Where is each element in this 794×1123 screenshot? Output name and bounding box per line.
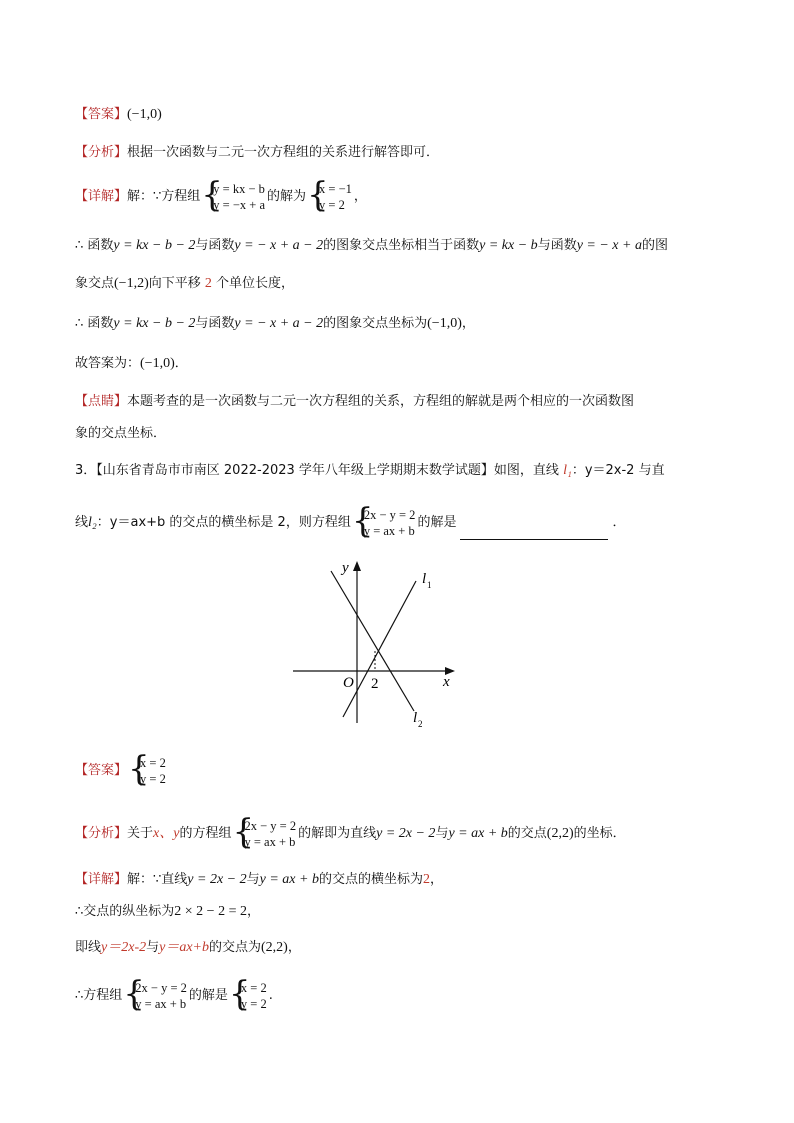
q3-detail-line-2: ∴交点的纵坐标为2 × 2 − 2 = 2，: [75, 904, 260, 919]
answer-tag: 【答案】: [75, 763, 128, 778]
tick-label-2: 2: [371, 676, 379, 692]
question-number: 3．: [75, 463, 97, 478]
comment-line-2: 象的交点坐标．: [75, 426, 167, 441]
equation-solution: { x = −1 y = 2: [308, 181, 352, 213]
answer-system: { x = 2 y = 2: [129, 755, 166, 787]
detail-line-4: ∴ 函数y = kx − b − 2与函数y = − x + a − 2的图象交点坐标为(−1,0)，: [75, 316, 475, 331]
answer-line-1: [75, 105, 734, 125]
detail-line-5: 故答案为：(−1,0)．: [75, 356, 188, 371]
detail-tag: 【详解】: [75, 189, 128, 204]
detail-pre: 解：∵方程组: [127, 189, 201, 204]
answer-tag: 【答案】: [75, 107, 128, 122]
y-axis-arrow: [353, 561, 361, 571]
analysis-tag: 【分析】: [75, 826, 128, 841]
q3-detail-line-1: 【详解】解：∵直线y = 2x − 2与y = ax + b的交点的横坐标为2，: [75, 872, 443, 887]
l2-subscript: 2: [418, 719, 423, 729]
detail-line-3: 象交点(−1,2)向下平移 2 个单位长度，: [75, 276, 295, 291]
equation-solution: { x = 2 y = 2: [230, 980, 267, 1012]
analysis-text: 根据一次函数与二元一次方程组的关系进行解答即可．: [127, 145, 440, 160]
l2-label: l: [413, 710, 418, 726]
detail-line-1: 【详解】解：∵方程组 { y = kx − b y = −x + a 的解为 { x = −1 y = 2 ，: [75, 180, 734, 214]
equation-system: { y = kx − b y = −x + a: [202, 181, 265, 213]
origin-label: O: [343, 675, 354, 691]
detail-line-2: ∴ 函数y = kx − b − 2与函数y = − x + a − 2的图象交点坐标相当于函数y = kx − b与函数y = − x + a的图: [75, 238, 668, 253]
l1-label: l: [422, 571, 427, 587]
detail-tag: 【详解】: [75, 872, 128, 887]
question-source: 【山东省青岛市市南区 2022-2023 学年八年级上学期期末数学试题】: [96, 463, 494, 478]
y-axis-label: y: [342, 560, 349, 576]
answer-blank: [460, 525, 608, 540]
l1-subscript: 1: [427, 580, 432, 590]
question-3-line-1: 3．【山东省青岛市市南区 2022-2023 学年八年级上学期期末数学试题】如图，直线 l₁：y＝2x-2 与直: [75, 463, 665, 478]
q3-analysis-line: 【分析】关于x、y的方程组 { 2x − y = 2 y = ax + b 的解即为直线y = 2x − 2与y = ax + b的交点(2,2)的坐标．: [75, 816, 734, 852]
answer-value: (−1,0): [127, 107, 162, 122]
x-axis-label: x: [443, 674, 450, 690]
question-3-line-2: 线l₂：y＝ax+b 的交点的横坐标是 2，则方程组 { 2x − y = 2 y = ax + b 的解是 ．: [75, 506, 734, 540]
q3-detail-line-3: 即线y＝2x-2与y＝ax+b的交点为(2,2)，: [75, 940, 301, 955]
analysis-line-1: [75, 143, 734, 163]
comment-line-1: 【点睛】本题考查的是一次函数与二元一次方程组的关系，方程组的解就是两个相应的一次函数图: [75, 394, 635, 409]
equation-system: { 2x − y = 2 y = ax + b: [233, 818, 296, 850]
coordinate-figure: [285, 555, 465, 740]
comment-tag: 【点睛】: [75, 394, 128, 409]
equation-system: { 2x − y = 2 y = ax + b: [124, 980, 187, 1012]
q3-detail-line-4: ∴方程组 { 2x − y = 2 y = ax + b 的解是 { x = 2 y = 2 .: [75, 978, 734, 1014]
analysis-tag: 【分析】: [75, 145, 128, 160]
equation-system: { 2x − y = 2 y = ax + b: [353, 507, 416, 539]
q3-answer-line: [75, 753, 734, 789]
